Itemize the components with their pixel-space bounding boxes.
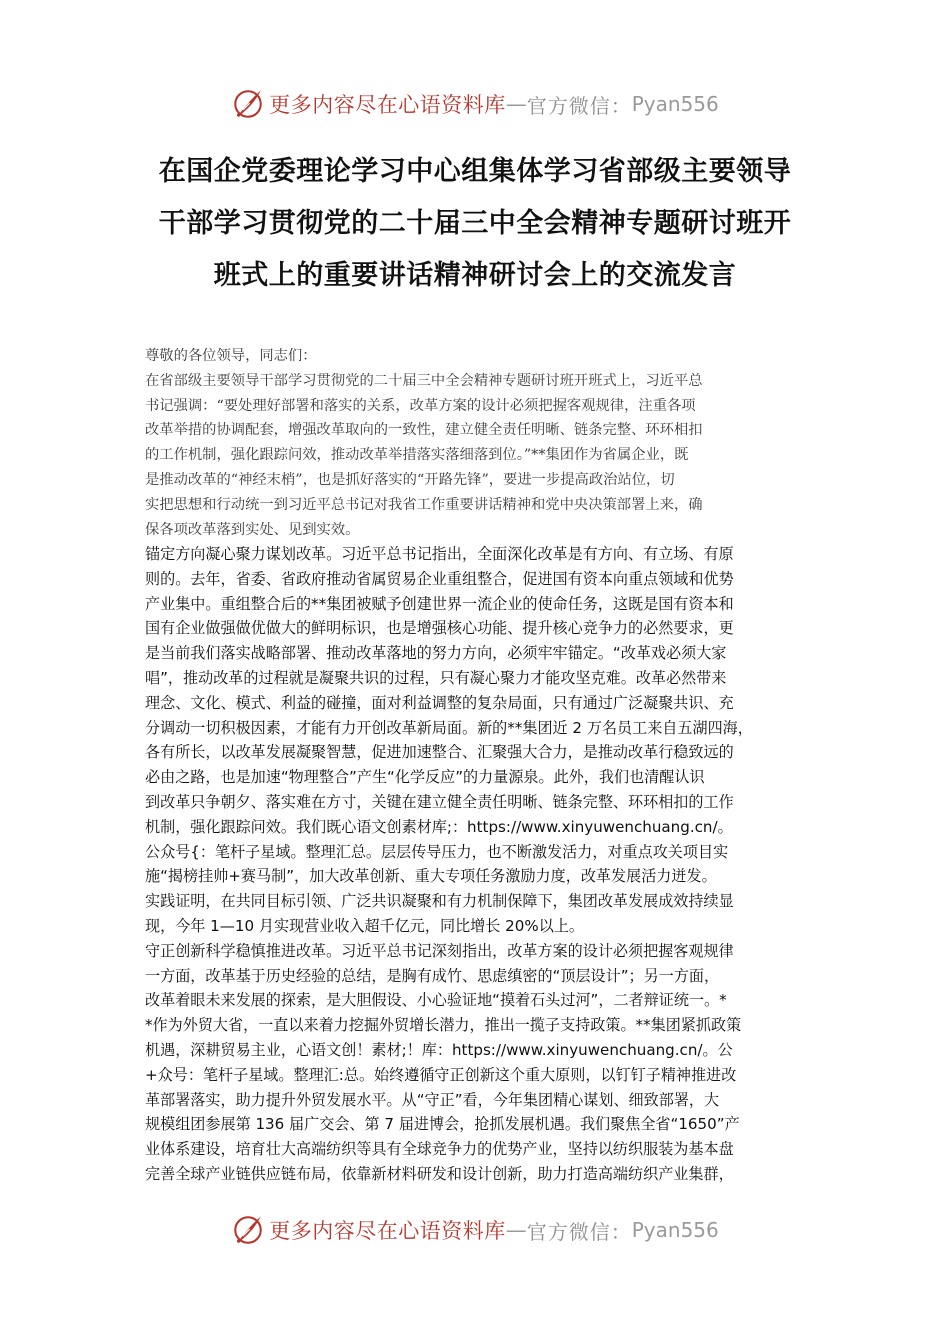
body-line: *作为外贸大省，一直以来着力挖掘外贸增长潜力，推出一揽子支持政策。**集团紧抓政策 <box>145 1016 742 1035</box>
body-line: 必由之路，也是加速“物理整合”产生“化学反应”的力量源泉。此外，我们也清醒认识 <box>145 768 705 787</box>
body-line: 机遇，深耕贸易主业，心语文创！素材;！库：https://www.xinyuwenchuang.cn/。公 <box>145 1040 733 1059</box>
body-line: 是当前我们落实战略部署、推动改革落地的努力方向，必须牢牢锚定。“改革戏必须大家 <box>145 644 727 663</box>
body-line: 革部署落实，助力提升外贸发展水平。从“守正”看，今年集团精心谋划、细致部署，大 <box>145 1090 720 1109</box>
banner-brand-text: 更多内容尽在心语资料库 <box>269 1219 506 1243</box>
banner-official-label: 官方微信： <box>526 1219 632 1244</box>
body-line: +众号：笔杆子星域。整理汇:总。始终遵循守正创新这个重大原则，以钉钉子精神推进改 <box>145 1065 737 1084</box>
intro-line: 是推动改革的“神经末梢”，也是抓好落实的“开路先锋”，要进一步提高政治站位，切 <box>145 471 675 488</box>
intro-line: 改革举措的协调配套，增强改革取向的一致性，建立健全责任明晰、链条完整、环环相扣 <box>145 422 703 439</box>
body-line: 分调动一切积极因素，才能有力开创改革新局面。新的**集团近 2 万名员工来自五湖四海， <box>145 718 753 737</box>
body-line: 则的。去年，省委、省政府推动省属贸易企业重组整合，促进国有资本向重点领域和优势 <box>145 569 734 588</box>
body-line: 一方面，改革基于历史经验的总结，是胸有成竹、思虑缜密的“顶层设计”；另一方面， <box>145 966 720 985</box>
body-line: 完善全球产业链供应链布局，依靠新材料研发和设计创新，助力打造高端纺织产业集群， <box>145 1164 734 1183</box>
banner-wechat-id: Pyan556 <box>631 1218 719 1242</box>
body-line: 各有所长，以改革发展凝聚智慧，促进加速整合、汇聚强大合力，是推动改革行稳致远的 <box>145 743 734 762</box>
body-line: 唱”，推动改革的过程就是凝聚共识的过程，只有凝心聚力才能攻坚克难。改革必然带来 <box>145 668 727 687</box>
banner-brand-text: 更多内容尽在心语资料库 <box>269 93 506 117</box>
footer-banner <box>0 1210 950 1250</box>
body-line: 实践证明，在共同目标引领、广泛共识凝聚和有力机制保障下，集团改革发展成效持续显 <box>145 892 734 911</box>
intro-line: 尊敬的各位领导，同志们： <box>145 348 317 364</box>
body-line: 守正创新科学稳慎推进改革。习近平总书记深刻指出，改革方案的设计必须把握客观规律 <box>145 941 734 960</box>
body-line: 公众号{：笔杆子星域。整理汇总。层层传导压力，也不断激发活力，对重点攻关项目实 <box>145 842 729 861</box>
body-line: 业体系建设，培育壮大高端纺织等具有全球竞争力的优势产业，坚持以纺织服装为基本盘 <box>145 1140 734 1159</box>
intro-line: 保各项改革落到实处、见到实效。 <box>145 521 360 538</box>
body-line: 国有企业做强做优做大的鲜明标识，也是增强核心功能、提升核心竞争力的必然要求，更 <box>145 619 734 638</box>
body-paragraphs <box>145 542 819 1187</box>
title-line: 在国企党委理论学习中心组集体学习省部级主要领导 <box>158 156 792 187</box>
intro-line: 在省部级主要领导干部学习贯彻党的二十届三中全会精神专题研讨班开班式上，习近平总 <box>145 372 703 389</box>
body-line: 锚定方向凝心聚力谋划改革。习近平总书记指出，全面深化改革是有方向、有立场、有原 <box>145 545 734 563</box>
banner-wechat-id: Pyan556 <box>631 92 719 116</box>
intro-paragraph <box>145 344 813 542</box>
quill-logo-icon <box>231 1213 265 1247</box>
intro-line: 书记强调：“要处理好部署和落实的关系，改革方案的设计必须把握客观规律，注重各项 <box>145 397 696 414</box>
header-banner <box>0 84 950 124</box>
body-line: 产业集中。重组整合后的**集团被赋予创建世界一流企业的使命任务，这既是国有资本和 <box>145 594 734 613</box>
quill-logo-icon <box>231 87 265 121</box>
banner-official-label: 官方微信： <box>526 93 632 118</box>
banner-separator: — <box>505 92 527 116</box>
title-line: 班式上的重要讲话精神研讨会上的交流发言 <box>213 260 737 291</box>
document-title <box>120 146 830 302</box>
body-line: 到改革只争朝夕、落实难在方寸，关键在建立健全责任明晰、链条完整、环环相扣的工作 <box>145 792 734 811</box>
body-line: 规模组团参展第 136 届广交会、第 7 届进博会，抢抓发展机遇。我们聚焦全省“1650”产 <box>145 1115 740 1134</box>
title-line: 干部学习贯彻党的二十届三中全会精神专题研讨班开 <box>158 208 792 239</box>
body-line: 现，今年 1—10 月实现营业收入超千亿元，同比增长 20%以上。 <box>145 916 585 935</box>
body-line: 理念、文化、模式、利益的碰撞，面对利益调整的复杂局面，只有通过广泛凝聚共识、充 <box>145 693 734 712</box>
body-line: 机制，强化跟踪问效。我们既心语文创素材库;：https://www.xinyuwenchuang.cn/。 <box>145 817 733 836</box>
intro-line: 实把思想和行动统一到习近平总书记对我省工作重要讲话精神和党中央决策部署上来，确 <box>145 496 703 513</box>
body-line: 施“揭榜挂帅+赛马制”，加大改革创新、重大专项任务激励力度，改革发展活力迸发。 <box>145 867 717 886</box>
body-line: 改革着眼未来发展的探索，是大胆假设、小心验证地“摸着石头过河”，二者辩证统一。* <box>145 991 727 1010</box>
banner-separator: — <box>505 1218 527 1242</box>
intro-line: 的工作机制，强化跟踪问效，推动改革举措落实落细落到位。”**集团作为省属企业，既 <box>145 447 689 464</box>
